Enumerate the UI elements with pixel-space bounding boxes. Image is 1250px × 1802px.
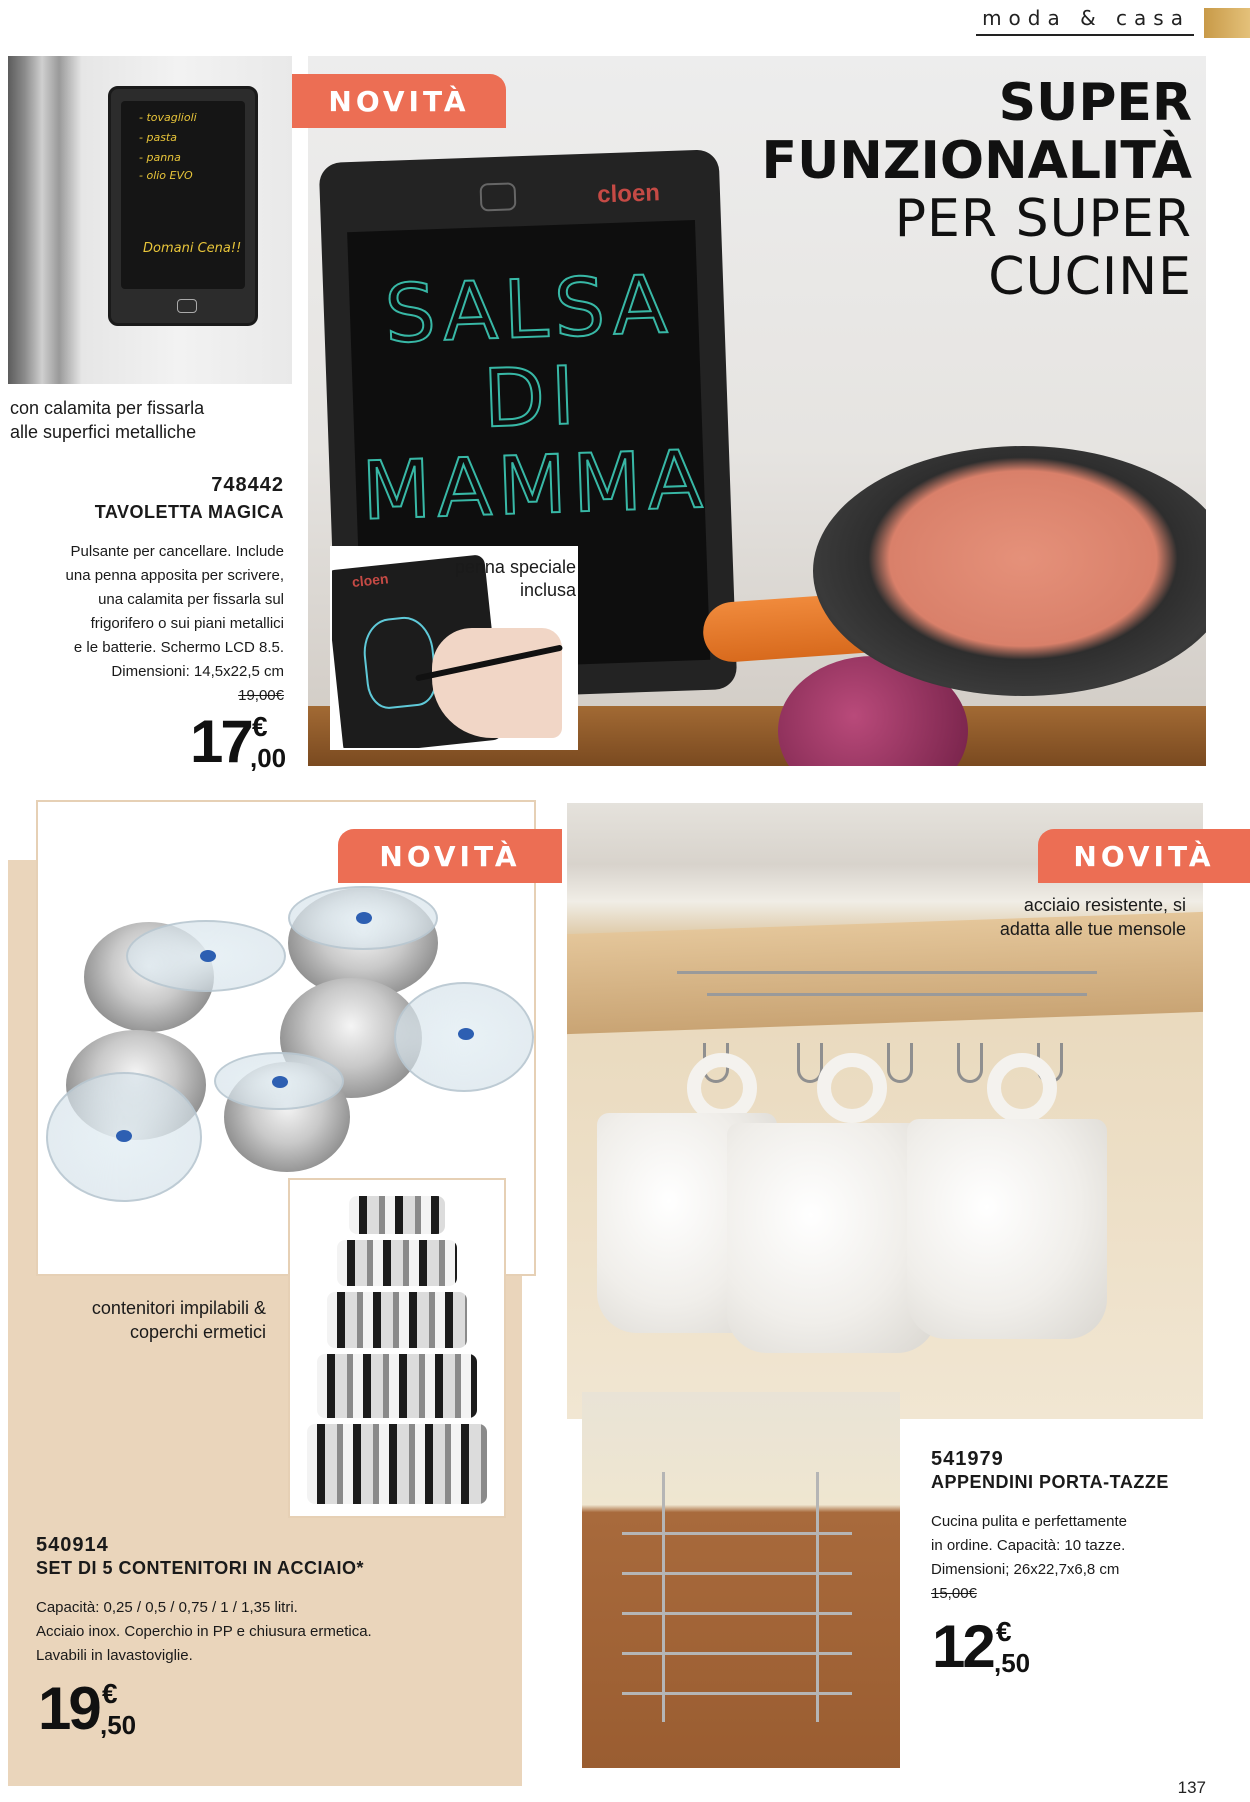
hanger-bar	[622, 1572, 852, 1575]
hanger-detail-photo	[582, 1392, 900, 1768]
sketch-drawing	[360, 614, 439, 711]
stacked-tier	[317, 1354, 477, 1418]
mug-handle	[987, 1053, 1057, 1123]
lid-image	[288, 886, 438, 950]
small-tablet-image	[108, 86, 258, 326]
desc-line: e le batterie. Schermo LCD 8.5.	[73, 639, 284, 656]
lid-knob	[116, 1130, 132, 1142]
tablet-scribble: Domani Cena!!	[143, 241, 242, 256]
product3-note: acciaio resistente, si adatta alle tue mensole	[999, 895, 1186, 939]
hook-icon	[887, 1043, 913, 1083]
headline	[762, 74, 1192, 306]
brand-logo: cloen	[351, 570, 390, 591]
product3-description	[931, 1510, 1191, 1606]
old-price: 15,00€	[931, 1585, 977, 1602]
mug-handle	[817, 1053, 887, 1123]
fridge-tablet-photo	[8, 56, 292, 384]
price-decimals: ,50	[100, 1710, 137, 1740]
novita-badge: NOVITÀ	[292, 74, 506, 128]
product3-name: APPENDINI PORTA-TAZZE	[931, 1472, 1169, 1492]
tablet-scribble: - olio EVO	[139, 169, 193, 182]
small-tablet-screen	[121, 101, 245, 289]
lid-image	[214, 1052, 344, 1110]
desc-line: Cucina pulita e perfettamente	[931, 1513, 1127, 1530]
mug-image	[727, 1123, 937, 1353]
lid-knob	[272, 1076, 288, 1088]
price-integer: 17	[190, 708, 251, 775]
desc-line: Dimensioni: 14,5x22,5 cm	[111, 663, 284, 680]
pen-included-note: penna speciale inclusa	[454, 557, 576, 600]
product2-description	[36, 1596, 476, 1668]
desc-line: frigorifero o sui piani metallici	[90, 615, 284, 632]
hanger-bar	[622, 1692, 852, 1695]
price-decimals: ,00	[250, 743, 287, 773]
lid-image	[46, 1072, 202, 1202]
old-price: 19,00€	[238, 687, 284, 704]
tablet-scribble: - panna	[139, 151, 181, 164]
stacked-tier	[327, 1292, 467, 1348]
product1-description	[24, 540, 284, 708]
product1-note: con calamita per fissarla alle superfici metalliche	[10, 398, 205, 442]
hanger-upright	[662, 1472, 665, 1722]
lid-knob	[458, 1028, 474, 1040]
hand-image	[432, 628, 562, 738]
desc-line: Dimensioni; 26x22,7x6,8 cm	[931, 1561, 1120, 1578]
hook-icon	[957, 1043, 983, 1083]
lid-knob	[356, 912, 372, 924]
price-integer: 19	[38, 1675, 99, 1742]
desc-line: in ordine. Capacità: 10 tazze.	[931, 1537, 1126, 1554]
stacked-tier	[349, 1196, 445, 1234]
stacked-containers-photo	[288, 1178, 506, 1518]
hanger-bar	[622, 1612, 852, 1615]
desc-line: Acciaio inox. Coperchio in PP e chiusura ermetica.	[36, 1623, 372, 1640]
product2-name: SET DI 5 CONTENITORI IN ACCIAIO*	[36, 1558, 365, 1578]
desc-line: una penna apposita per scrivere,	[65, 567, 284, 584]
brand-logo: cloen	[596, 179, 661, 209]
price-currency: €	[102, 1678, 118, 1709]
desc-line: Lavabili in lavastoviglie.	[36, 1647, 193, 1664]
stacked-tier	[307, 1424, 487, 1504]
headline-line: PER SUPER	[894, 189, 1192, 249]
hanger-bar	[622, 1532, 852, 1535]
header-rule	[976, 34, 1194, 36]
section-label: moda & casa	[982, 6, 1190, 30]
price-integer: 12	[932, 1613, 993, 1680]
stacked-tier	[337, 1240, 457, 1286]
price-currency: €	[252, 711, 268, 742]
hanger-upright	[816, 1472, 819, 1722]
headline-line: SUPER	[998, 73, 1192, 133]
tablet-scribble: - pasta	[139, 131, 177, 144]
trash-icon	[480, 182, 517, 211]
section-tab	[1204, 8, 1250, 38]
product1-name: TAVOLETTA MAGICA	[94, 502, 284, 522]
novita-badge: NOVITÀ	[338, 829, 562, 883]
tablet-scribble: - tovaglioli	[139, 111, 197, 124]
lid-image	[126, 920, 286, 992]
erase-button-icon	[177, 299, 197, 313]
hanger-rail	[707, 993, 1087, 996]
page-number: 137	[1177, 1778, 1206, 1797]
product1-price	[190, 707, 290, 773]
product3-price	[932, 1612, 1042, 1678]
desc-line: Capacità: 0,25 / 0,5 / 0,75 / 1 / 1,35 litri.	[36, 1599, 298, 1616]
product3-code: 541979	[931, 1448, 1004, 1470]
desc-line: una calamita per fissarla sul	[98, 591, 284, 608]
lid-image	[394, 982, 534, 1092]
headline-line: FUNZIONALITÀ	[761, 131, 1192, 191]
product2-price	[38, 1674, 148, 1740]
product2-code: 540914	[36, 1534, 109, 1556]
desc-line: Pulsante per cancellare. Include	[70, 543, 284, 560]
price-currency: €	[996, 1616, 1012, 1647]
lid-knob	[200, 950, 216, 962]
tablet-chalk-text: SALSA DI MAMMA	[360, 257, 710, 538]
novita-badge: NOVITÀ	[1038, 829, 1250, 883]
hanger-bar	[622, 1652, 852, 1655]
product2-note: contenitori impilabili & coperchi ermetici	[91, 1298, 266, 1342]
price-decimals: ,50	[994, 1648, 1031, 1678]
product1-code: 748442	[211, 474, 284, 496]
mug-image	[907, 1119, 1107, 1339]
headline-line: CUCINE	[988, 247, 1192, 307]
hanger-rail	[677, 971, 1097, 974]
